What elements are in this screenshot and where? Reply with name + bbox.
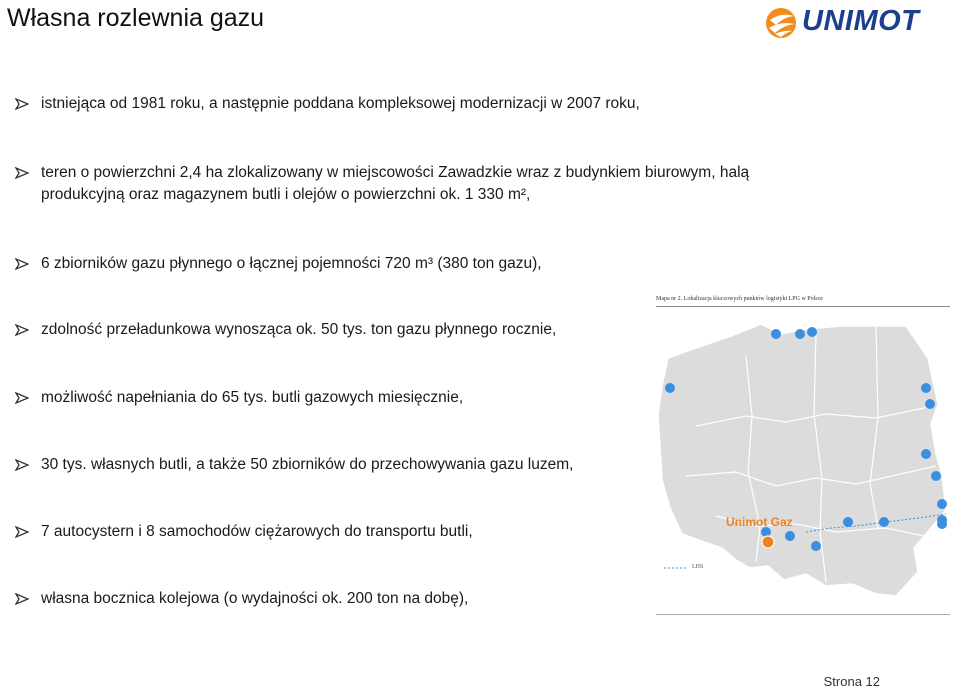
map-marker bbox=[795, 329, 805, 339]
arrow-bullet-icon bbox=[15, 258, 29, 270]
bullet-text: 7 autocystern i 8 samochodów ciężarowych do transportu butli, bbox=[41, 523, 473, 540]
map-marker bbox=[785, 531, 795, 541]
page-number: Strona 12 bbox=[823, 674, 880, 689]
bullet-item bbox=[15, 93, 885, 115]
arrow-bullet-icon bbox=[15, 593, 29, 605]
arrow-bullet-icon bbox=[15, 526, 29, 538]
arrow-bullet-icon bbox=[15, 167, 29, 179]
bullet-text: 30 tys. własnych butli, a także 50 zbiorników do przechowywania gazu luzem, bbox=[41, 456, 574, 473]
arrow-bullet-icon bbox=[15, 459, 29, 471]
bullet-text: 6 zbiorników gazu płynnego o łącznej pojemności 720 m³ (380 ton gazu), bbox=[41, 255, 542, 272]
unimot-gaz-label: Unimot Gaz bbox=[726, 515, 793, 529]
unimot-flame-icon bbox=[764, 6, 800, 40]
bullet-text: własna bocznica kolejowa (o wydajności ok. 200 ton na dobę), bbox=[41, 590, 469, 607]
map-marker bbox=[921, 383, 931, 393]
bullet-item bbox=[15, 253, 885, 275]
map-marker bbox=[925, 399, 935, 409]
map-marker bbox=[937, 519, 947, 529]
page-title: Własna rozlewnia gazu bbox=[7, 4, 265, 32]
map-bottom-divider bbox=[656, 614, 950, 615]
poland-outline bbox=[658, 324, 946, 596]
bullet-text: teren o powierzchni 2,4 ha zlokalizowany w miejscowości Zawadzkie wraz z budynkiem biurowym, halą bbox=[41, 164, 750, 181]
map-marker bbox=[843, 517, 853, 527]
map-marker bbox=[771, 329, 781, 339]
arrow-bullet-icon bbox=[15, 324, 29, 336]
arrow-bullet-icon bbox=[15, 98, 29, 110]
map-marker bbox=[807, 327, 817, 337]
bullet-text: zdolność przeładunkowa wynosząca ok. 50 tys. ton gazu płynnego rocznie, bbox=[41, 321, 557, 338]
unimot-logo bbox=[764, 6, 936, 40]
logo-text: UNIMOT bbox=[802, 5, 920, 37]
arrow-bullet-icon bbox=[15, 392, 29, 404]
map-marker bbox=[937, 499, 947, 509]
bullet-text: możliwość napełniania do 65 tys. butli gazowych miesięcznie, bbox=[41, 389, 464, 406]
bullet-text: istniejąca od 1981 roku, a następnie poddana kompleksowej modernizacji w 2007 roku, bbox=[41, 95, 640, 112]
map-marker bbox=[879, 517, 889, 527]
map-marker bbox=[811, 541, 821, 551]
bullet-item bbox=[15, 162, 885, 206]
poland-logistics-map bbox=[656, 296, 950, 616]
map-marker bbox=[921, 449, 931, 459]
lhs-legend-label: LHS bbox=[692, 564, 704, 570]
map-header: Mapa nr 2. Lokalizacja kluczowych punktów logistyki LPG w Polsce bbox=[656, 296, 823, 302]
map-marker bbox=[931, 471, 941, 481]
map-marker bbox=[665, 383, 675, 393]
bullet-text-continuation: produkcyjną oraz magazynem butli i olejów o powierzchni ok. 1 330 m², bbox=[41, 186, 531, 203]
unimot-gaz-marker bbox=[762, 536, 774, 548]
